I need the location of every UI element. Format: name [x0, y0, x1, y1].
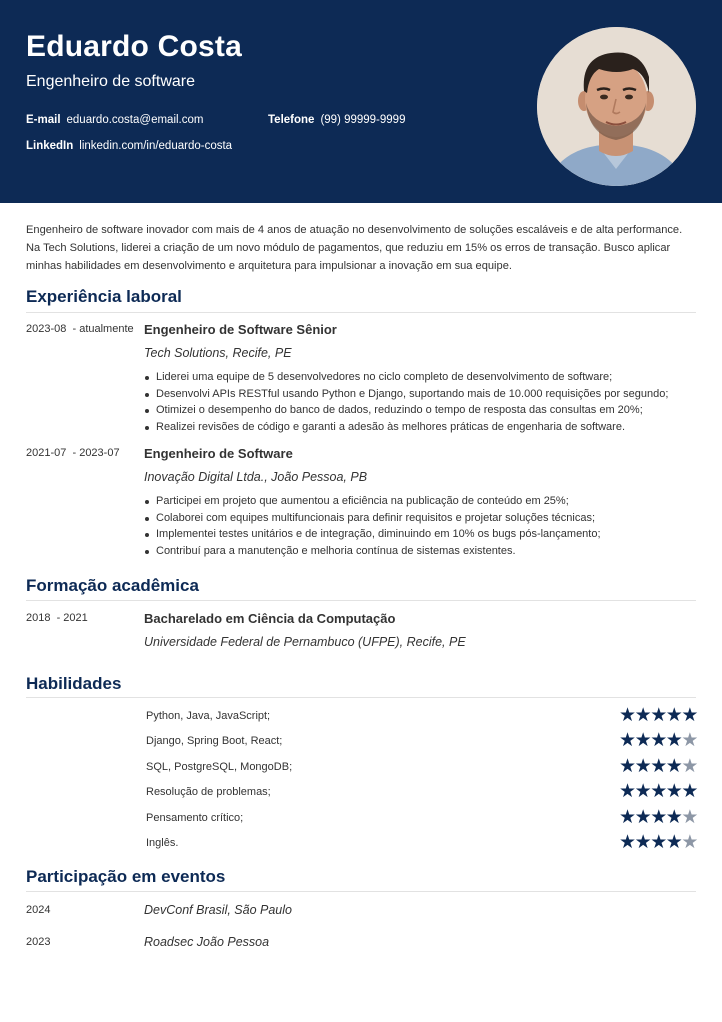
- section-title-skills: Habilidades: [26, 674, 122, 693]
- star-filled-icon: ★: [619, 730, 636, 752]
- star-filled-icon: ★: [665, 730, 683, 752]
- event-year: 2023: [26, 936, 51, 948]
- job-date: 2021-07 - 2023-07: [26, 447, 120, 459]
- star-filled-icon: ★: [665, 705, 683, 726]
- star-empty-icon: ★: [681, 755, 698, 777]
- skill-name: Inglês.: [146, 837, 179, 849]
- star-empty-icon: ★: [681, 730, 698, 752]
- skill-rating: [619, 731, 697, 750]
- star-filled-icon: ★: [650, 705, 667, 726]
- job-role: Engenheiro de Software Sênior: [144, 322, 337, 337]
- list-item: Realizei revisões de código e garanti a adesão às melhores práticas de engenharia de software.: [144, 419, 704, 436]
- star-filled-icon: ★: [665, 755, 683, 777]
- skill-name: Pensamento crítico;: [146, 811, 244, 824]
- skill-name: Resolução de problemas;: [146, 786, 271, 799]
- event-name: Roadsec João Pessoa: [144, 935, 270, 949]
- star-filled-icon: ★: [665, 781, 683, 803]
- education-degree: Bacharelado em Ciência da Computação: [144, 611, 396, 626]
- star-filled-icon: ★: [619, 705, 636, 726]
- skill-rating: [619, 757, 697, 776]
- linkedin-label: LinkedIn: [26, 140, 74, 152]
- section-divider: [26, 891, 696, 892]
- event-year: 2024: [26, 904, 51, 916]
- linkedin-value[interactable]: linkedin.com/in/eduardo-costa: [79, 140, 233, 152]
- job-role: Engenheiro de Software: [144, 446, 293, 461]
- section-divider: [26, 600, 696, 601]
- star-filled-icon: ★: [665, 806, 683, 828]
- contact-phone: [268, 114, 405, 126]
- star-filled-icon: ★: [634, 781, 652, 803]
- job-achievements: [144, 493, 704, 560]
- star-filled-icon: ★: [634, 730, 652, 752]
- job-achievements: [144, 369, 704, 436]
- contact-email: [26, 114, 203, 126]
- star-filled-icon: ★: [634, 755, 652, 777]
- section-divider: [26, 697, 696, 698]
- skill-rating: [619, 833, 697, 852]
- star-filled-icon: ★: [650, 755, 667, 777]
- education-date: 2018 - 2021: [26, 612, 88, 624]
- section-title-education: Formação acadêmica: [26, 576, 199, 595]
- list-item: Liderei uma equipe de 5 desenvolvedores no ciclo completo de desenvolvimento de software;: [144, 369, 704, 386]
- email-value[interactable]: eduardo.costa@email.com: [66, 114, 204, 126]
- event-name: DevConf Brasil, São Paulo: [144, 903, 292, 917]
- email-label: E-mail: [26, 114, 61, 126]
- section-title-events: Participação em eventos: [26, 867, 226, 886]
- profile-portrait-image: [537, 27, 696, 186]
- star-filled-icon: ★: [619, 755, 636, 777]
- professional-summary: Engenheiro de software inovador com mais de 4 anos de atuação no desenvolvimento de soluções escaláveis e de alta performance. Na Tech Solutions, liderei a criação de um novo módulo de pagamentos, que reduziu em 15% os erros de transação. Busco aplicar minhas habilidades em desenvolvimento e arquitetura para impulsionar a inovação em sua equipe.: [26, 224, 683, 272]
- section-title-experience: Experiência laboral: [26, 287, 182, 306]
- list-item: Contribuí para a manutenção e melhoria contínua de sistemas existentes.: [144, 543, 704, 560]
- list-item: Participei em projeto que aumentou a eficiência na publicação de conteúdo em 25%;: [144, 493, 704, 510]
- star-empty-icon: ★: [681, 806, 698, 828]
- star-filled-icon: ★: [619, 806, 636, 828]
- star-filled-icon: ★: [665, 832, 683, 853]
- job-company: Tech Solutions, Recife, PE: [144, 346, 292, 360]
- education-school: Universidade Federal de Pernambuco (UFPE), Recife, PE: [144, 635, 466, 649]
- list-item: Implementei testes unitários e de integração, diminuindo em 10% os bugs pós-lançamento;: [144, 526, 704, 543]
- star-filled-icon: ★: [650, 781, 667, 803]
- star-filled-icon: ★: [619, 832, 636, 853]
- section-divider: [26, 312, 696, 313]
- star-filled-icon: ★: [650, 832, 667, 853]
- star-filled-icon: ★: [681, 781, 698, 803]
- candidate-title: Engenheiro de software: [26, 73, 195, 90]
- star-filled-icon: ★: [634, 806, 652, 828]
- skill-rating: [619, 706, 697, 725]
- star-filled-icon: ★: [634, 705, 652, 726]
- phone-value[interactable]: (99) 99999-9999: [320, 114, 406, 126]
- skill-name: SQL, PostgreSQL, MongoDB;: [146, 760, 293, 773]
- star-empty-icon: ★: [681, 832, 698, 853]
- list-item: Colaborei com equipes multifuncionais para definir requisitos e projetar soluções técnicas;: [144, 510, 704, 527]
- list-item: Desenvolvi APIs RESTful usando Python e Django, suportando mais de 10.000 requisições por segundo;: [144, 386, 704, 403]
- contact-linkedin: [26, 140, 232, 152]
- skill-name: Python, Java, JavaScript;: [146, 710, 271, 722]
- job-company: Inovação Digital Ltda., João Pessoa, PB: [144, 470, 368, 484]
- phone-label: Telefone: [268, 114, 315, 126]
- list-item: Otimizei o desempenho do banco de dados, reduzindo o tempo de resposta das consultas em 20%;: [144, 402, 704, 419]
- job-date: 2023-08 - atualmente: [26, 323, 134, 335]
- star-filled-icon: ★: [681, 705, 698, 726]
- skill-rating: [619, 808, 697, 827]
- star-filled-icon: ★: [650, 730, 667, 752]
- skill-name: Django, Spring Boot, React;: [146, 735, 283, 748]
- star-filled-icon: ★: [650, 806, 667, 828]
- resume-header: [0, 0, 722, 203]
- star-filled-icon: ★: [619, 781, 636, 803]
- star-filled-icon: ★: [634, 832, 652, 853]
- candidate-name: Eduardo Costa: [26, 30, 242, 63]
- profile-photo: [537, 27, 696, 186]
- skill-rating: [619, 782, 697, 801]
